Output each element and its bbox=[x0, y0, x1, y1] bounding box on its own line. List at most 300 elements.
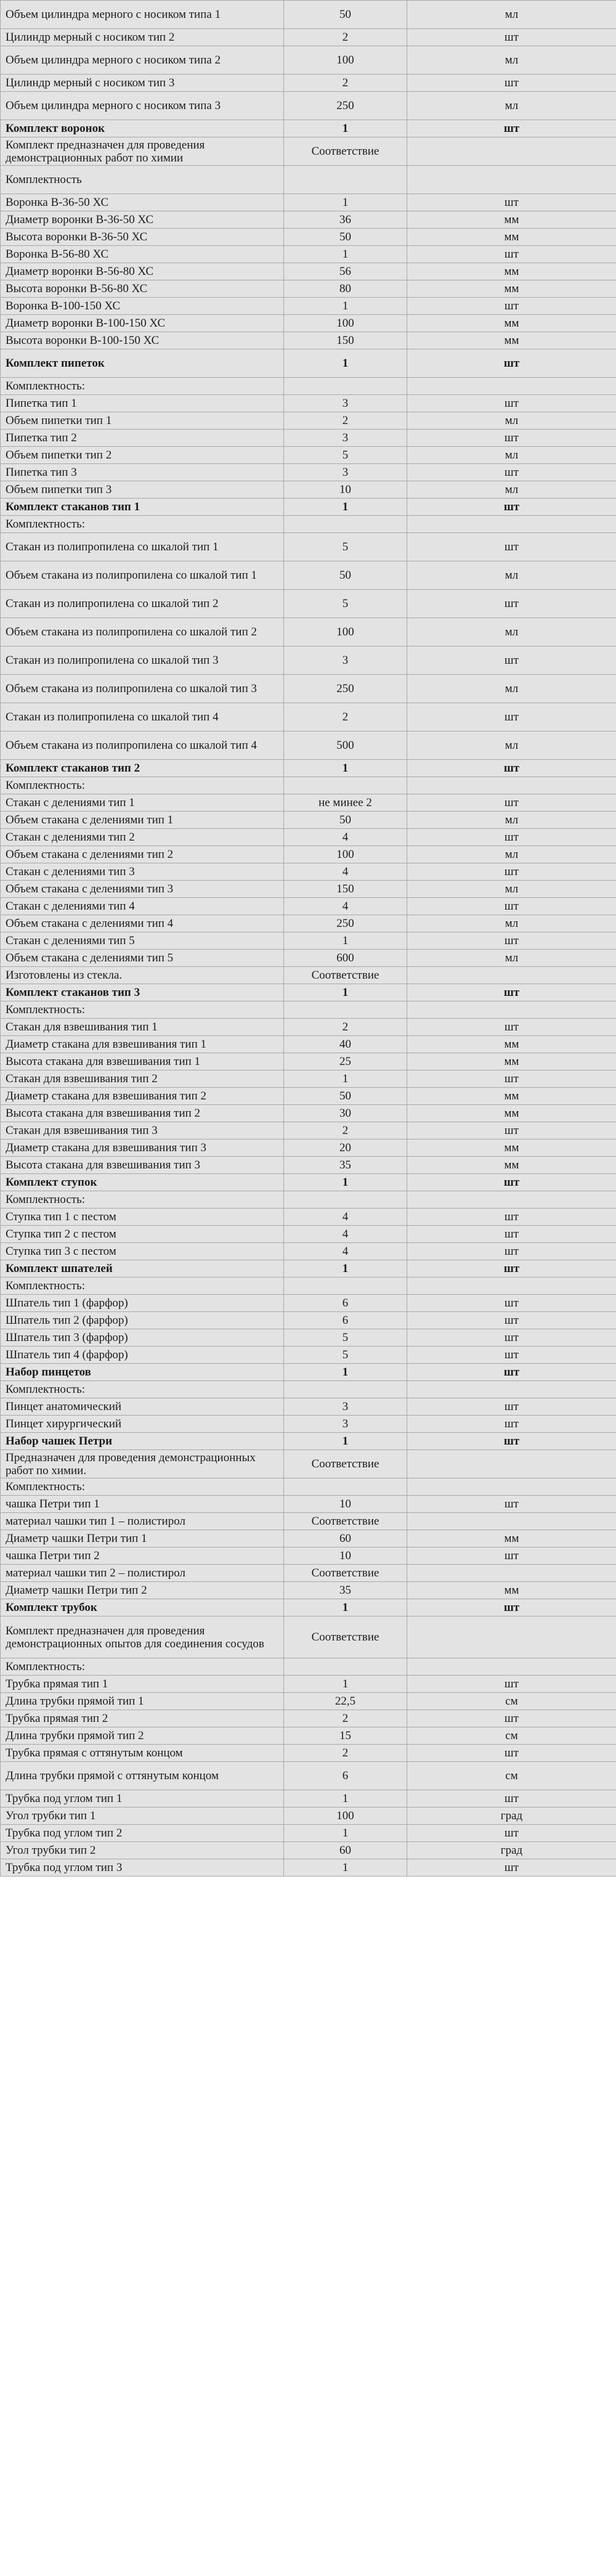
item-unit-cell: шт bbox=[407, 898, 616, 915]
table-row bbox=[1, 229, 616, 246]
item-name-cell: чашка Петри тип 1 bbox=[1, 1496, 284, 1513]
item-value-cell: 1 bbox=[284, 1174, 407, 1191]
item-unit-cell: шт bbox=[407, 1174, 616, 1191]
item-unit-cell bbox=[407, 1381, 616, 1398]
item-unit-cell: шт bbox=[407, 760, 616, 777]
item-name-cell: Шпатель тип 2 (фарфор) bbox=[1, 1312, 284, 1329]
item-name-cell: Объем стакана из полипропилена со шкалой тип 1 bbox=[1, 561, 284, 590]
item-name-cell: Стакан из полипропилена со шкалой тип 2 bbox=[1, 590, 284, 618]
item-value-cell: Соответствие bbox=[284, 137, 407, 166]
table-row bbox=[1, 732, 616, 760]
table-row bbox=[1, 92, 616, 120]
item-unit-cell: шт bbox=[407, 1710, 616, 1727]
table-row bbox=[1, 829, 616, 846]
item-unit-cell: шт bbox=[407, 703, 616, 732]
item-name-cell: Высота стакана для взвешивания тип 3 bbox=[1, 1157, 284, 1174]
item-unit-cell: мл bbox=[407, 412, 616, 430]
item-unit-cell: мл bbox=[407, 732, 616, 760]
item-value-cell bbox=[284, 1658, 407, 1676]
table-row bbox=[1, 1808, 616, 1825]
item-name-cell: Ступка тип 3 с пестом bbox=[1, 1243, 284, 1260]
section-header-row bbox=[1, 349, 616, 378]
item-name-cell: Шпатель тип 4 (фарфор) bbox=[1, 1347, 284, 1364]
item-name-cell: Комплект трубок bbox=[1, 1599, 284, 1616]
table-row bbox=[1, 675, 616, 703]
table-row bbox=[1, 1209, 616, 1226]
item-unit-cell bbox=[407, 1616, 616, 1658]
item-value-cell: 1 bbox=[284, 298, 407, 315]
table-row bbox=[1, 211, 616, 229]
item-name-cell: Стакан из полипропилена со шкалой тип 1 bbox=[1, 533, 284, 561]
item-name-cell: Угол трубки тип 1 bbox=[1, 1808, 284, 1825]
item-name-cell: Диаметр чашки Петри тип 2 bbox=[1, 1582, 284, 1599]
item-name-cell: Цилиндр мерный с носиком тип 3 bbox=[1, 75, 284, 92]
item-unit-cell: шт bbox=[407, 1329, 616, 1347]
table-row bbox=[1, 646, 616, 675]
item-unit-cell: мм bbox=[407, 1582, 616, 1599]
table-row bbox=[1, 881, 616, 898]
item-name-cell: Комплектность: bbox=[1, 516, 284, 533]
item-name-cell: материал чашки тип 1 – полистирол bbox=[1, 1513, 284, 1530]
table-row bbox=[1, 166, 616, 194]
item-name-cell: Комплектность: bbox=[1, 777, 284, 794]
item-unit-cell: шт bbox=[407, 1547, 616, 1565]
item-name-cell: Диаметр стакана для взвешивания тип 1 bbox=[1, 1036, 284, 1053]
item-value-cell: 150 bbox=[284, 881, 407, 898]
item-name-cell: Комплектность bbox=[1, 166, 284, 194]
item-name-cell: Пинцет анатомический bbox=[1, 1398, 284, 1416]
item-value-cell: 4 bbox=[284, 1209, 407, 1226]
item-name-cell: Объем пипетки тип 3 bbox=[1, 481, 284, 499]
item-value-cell: 2 bbox=[284, 75, 407, 92]
table-row bbox=[1, 1416, 616, 1433]
item-unit-cell: шт bbox=[407, 1676, 616, 1693]
item-value-cell: 1 bbox=[284, 499, 407, 516]
item-unit-cell: мл bbox=[407, 881, 616, 898]
table-row bbox=[1, 967, 616, 984]
table-row bbox=[1, 1278, 616, 1295]
item-name-cell: Комплектность: bbox=[1, 378, 284, 395]
item-name-cell: Стакан с делениями тип 3 bbox=[1, 863, 284, 881]
item-name-cell: Стакан для взвешивания тип 1 bbox=[1, 1019, 284, 1036]
table-row bbox=[1, 1139, 616, 1157]
item-value-cell: 100 bbox=[284, 846, 407, 863]
item-name-cell: Трубка под углом тип 3 bbox=[1, 1859, 284, 1877]
item-unit-cell: шт bbox=[407, 1260, 616, 1278]
item-value-cell: 4 bbox=[284, 898, 407, 915]
item-name-cell: Объем стакана из полипропилена со шкалой тип 2 bbox=[1, 618, 284, 646]
item-name-cell: Комплектность: bbox=[1, 1658, 284, 1676]
item-name-cell: Цилиндр мерный с носиком тип 2 bbox=[1, 29, 284, 46]
section-header-row bbox=[1, 760, 616, 777]
item-unit-cell: шт bbox=[407, 1790, 616, 1808]
item-unit-cell: мл bbox=[407, 1, 616, 29]
item-value-cell: 4 bbox=[284, 863, 407, 881]
item-name-cell: Высота воронки В-36-50 ХС bbox=[1, 229, 284, 246]
item-unit-cell: град bbox=[407, 1842, 616, 1859]
item-value-cell: 6 bbox=[284, 1312, 407, 1329]
item-name-cell: Объем стакана с делениями тип 5 bbox=[1, 950, 284, 967]
item-unit-cell: мм bbox=[407, 1139, 616, 1157]
item-name-cell: Диаметр чашки Петри тип 1 bbox=[1, 1530, 284, 1547]
item-name-cell: Комплектность: bbox=[1, 1478, 284, 1496]
item-unit-cell: см bbox=[407, 1727, 616, 1745]
item-value-cell: 2 bbox=[284, 703, 407, 732]
item-name-cell: Комплект стаканов тип 2 bbox=[1, 760, 284, 777]
table-row bbox=[1, 1496, 616, 1513]
table-row bbox=[1, 1513, 616, 1530]
item-unit-cell: шт bbox=[407, 75, 616, 92]
item-name-cell: Объем цилиндра мерного с носиком типа 2 bbox=[1, 46, 284, 75]
table-row bbox=[1, 1070, 616, 1088]
item-name-cell: Комплект пипеток bbox=[1, 349, 284, 378]
item-value-cell: 250 bbox=[284, 915, 407, 932]
item-name-cell: Комплект предназначен для проведения демонстрационных работ по химии bbox=[1, 137, 284, 166]
section-header-row bbox=[1, 984, 616, 1001]
item-unit-cell: шт bbox=[407, 1347, 616, 1364]
item-name-cell: Пипетка тип 3 bbox=[1, 464, 284, 481]
item-value-cell: 1 bbox=[284, 1825, 407, 1842]
table-row bbox=[1, 516, 616, 533]
item-unit-cell: шт bbox=[407, 1364, 616, 1381]
item-value-cell: 50 bbox=[284, 1088, 407, 1105]
item-unit-cell: мл bbox=[407, 846, 616, 863]
item-unit-cell: шт bbox=[407, 430, 616, 447]
item-unit-cell: шт bbox=[407, 1433, 616, 1450]
item-unit-cell: шт bbox=[407, 984, 616, 1001]
item-value-cell: 100 bbox=[284, 1808, 407, 1825]
item-value-cell bbox=[284, 516, 407, 533]
item-value-cell: Соответствие bbox=[284, 967, 407, 984]
item-value-cell: 3 bbox=[284, 430, 407, 447]
item-name-cell: Диаметр стакана для взвешивания тип 2 bbox=[1, 1088, 284, 1105]
item-name-cell: Стакан для взвешивания тип 2 bbox=[1, 1070, 284, 1088]
item-value-cell: 1 bbox=[284, 1599, 407, 1616]
item-value-cell: 1 bbox=[284, 194, 407, 211]
item-value-cell: 100 bbox=[284, 46, 407, 75]
table-row bbox=[1, 378, 616, 395]
item-name-cell: Пинцет хирургический bbox=[1, 1416, 284, 1433]
table-row bbox=[1, 812, 616, 829]
table-row bbox=[1, 1312, 616, 1329]
item-value-cell: 25 bbox=[284, 1053, 407, 1070]
item-unit-cell bbox=[407, 137, 616, 166]
item-unit-cell bbox=[407, 1278, 616, 1295]
item-value-cell: 6 bbox=[284, 1762, 407, 1790]
table-row bbox=[1, 46, 616, 75]
item-value-cell: 5 bbox=[284, 1329, 407, 1347]
item-name-cell: Воронка В-56-80 ХС bbox=[1, 246, 284, 263]
item-name-cell: Объем цилиндра мерного с носиком типа 3 bbox=[1, 92, 284, 120]
item-unit-cell: мм bbox=[407, 263, 616, 280]
table-row bbox=[1, 298, 616, 315]
table-row bbox=[1, 1478, 616, 1496]
item-value-cell: 40 bbox=[284, 1036, 407, 1053]
item-value-cell: 2 bbox=[284, 1122, 407, 1139]
item-name-cell: Шпатель тип 1 (фарфор) bbox=[1, 1295, 284, 1312]
item-unit-cell: шт bbox=[407, 1122, 616, 1139]
item-value-cell: Соответствие bbox=[284, 1565, 407, 1582]
table-row bbox=[1, 137, 616, 166]
item-unit-cell bbox=[407, 1478, 616, 1496]
item-value-cell: 3 bbox=[284, 1398, 407, 1416]
table-row bbox=[1, 1088, 616, 1105]
item-value-cell: 50 bbox=[284, 1, 407, 29]
item-value-cell: 500 bbox=[284, 732, 407, 760]
item-unit-cell: мм bbox=[407, 211, 616, 229]
item-name-cell: Высота воронки В-100-150 ХС bbox=[1, 332, 284, 349]
item-value-cell: 5 bbox=[284, 1347, 407, 1364]
table-row bbox=[1, 1295, 616, 1312]
item-name-cell: Набор чашек Петри bbox=[1, 1433, 284, 1450]
item-value-cell: 10 bbox=[284, 1547, 407, 1565]
item-value-cell: 3 bbox=[284, 395, 407, 412]
item-name-cell: Объем стакана из полипропилена со шкалой тип 4 bbox=[1, 732, 284, 760]
section-header-row bbox=[1, 1433, 616, 1450]
table-row bbox=[1, 561, 616, 590]
item-unit-cell: мм bbox=[407, 315, 616, 332]
item-name-cell: Длина трубки прямой тип 2 bbox=[1, 1727, 284, 1745]
item-unit-cell: шт bbox=[407, 1859, 616, 1877]
item-name-cell: Стакан из полипропилена со шкалой тип 3 bbox=[1, 646, 284, 675]
table-row bbox=[1, 1616, 616, 1658]
table-row bbox=[1, 1243, 616, 1260]
item-value-cell: 1 bbox=[284, 1433, 407, 1450]
table-row bbox=[1, 29, 616, 46]
item-unit-cell: шт bbox=[407, 1243, 616, 1260]
item-unit-cell: мл bbox=[407, 618, 616, 646]
item-name-cell: Объем стакана с делениями тип 3 bbox=[1, 881, 284, 898]
item-name-cell: Объем цилиндра мерного с носиком типа 1 bbox=[1, 1, 284, 29]
item-value-cell: 5 bbox=[284, 447, 407, 464]
table-row bbox=[1, 1745, 616, 1762]
table-row bbox=[1, 464, 616, 481]
item-value-cell: не минее 2 bbox=[284, 794, 407, 812]
table-row bbox=[1, 1036, 616, 1053]
table-row bbox=[1, 1381, 616, 1398]
item-unit-cell: шт bbox=[407, 1398, 616, 1416]
item-value-cell: 36 bbox=[284, 211, 407, 229]
item-value-cell: 10 bbox=[284, 481, 407, 499]
item-unit-cell: мл bbox=[407, 915, 616, 932]
item-unit-cell: шт bbox=[407, 1209, 616, 1226]
item-unit-cell: мл bbox=[407, 447, 616, 464]
item-value-cell: 250 bbox=[284, 675, 407, 703]
table-row bbox=[1, 1329, 616, 1347]
table-row bbox=[1, 332, 616, 349]
table-row bbox=[1, 395, 616, 412]
item-name-cell: Высота стакана для взвешивания тип 1 bbox=[1, 1053, 284, 1070]
item-value-cell: 1 bbox=[284, 1859, 407, 1877]
item-value-cell: 6 bbox=[284, 1295, 407, 1312]
item-unit-cell: мм bbox=[407, 1530, 616, 1547]
item-name-cell: Комплект стаканов тип 1 bbox=[1, 499, 284, 516]
item-name-cell: Трубка под углом тип 1 bbox=[1, 1790, 284, 1808]
table-row bbox=[1, 533, 616, 561]
item-value-cell: 1 bbox=[284, 1260, 407, 1278]
item-name-cell: Объем пипетки тип 2 bbox=[1, 447, 284, 464]
item-value-cell: 600 bbox=[284, 950, 407, 967]
section-header-row bbox=[1, 1599, 616, 1616]
table-row bbox=[1, 1450, 616, 1478]
item-value-cell: 10 bbox=[284, 1496, 407, 1513]
item-value-cell: 50 bbox=[284, 229, 407, 246]
item-value-cell: 2 bbox=[284, 1019, 407, 1036]
table-row bbox=[1, 1122, 616, 1139]
item-unit-cell bbox=[407, 1191, 616, 1209]
item-unit-cell: мм bbox=[407, 1157, 616, 1174]
item-unit-cell: шт bbox=[407, 395, 616, 412]
table-row bbox=[1, 1191, 616, 1209]
item-value-cell bbox=[284, 1478, 407, 1496]
item-value-cell: Соответствие bbox=[284, 1450, 407, 1478]
item-name-cell: Ступка тип 2 с пестом bbox=[1, 1226, 284, 1243]
item-name-cell: Набор пинцетов bbox=[1, 1364, 284, 1381]
item-unit-cell: см bbox=[407, 1693, 616, 1710]
item-unit-cell: см bbox=[407, 1762, 616, 1790]
item-unit-cell bbox=[407, 1513, 616, 1530]
item-value-cell: 4 bbox=[284, 1226, 407, 1243]
table-row bbox=[1, 777, 616, 794]
table-row bbox=[1, 846, 616, 863]
item-value-cell: 30 bbox=[284, 1105, 407, 1122]
item-value-cell: 1 bbox=[284, 349, 407, 378]
table-row bbox=[1, 1398, 616, 1416]
table-row bbox=[1, 1530, 616, 1547]
item-unit-cell: мл bbox=[407, 46, 616, 75]
item-unit-cell: мл bbox=[407, 950, 616, 967]
item-value-cell bbox=[284, 1191, 407, 1209]
item-value-cell: 5 bbox=[284, 533, 407, 561]
section-header-row bbox=[1, 499, 616, 516]
table-row bbox=[1, 1053, 616, 1070]
table-row bbox=[1, 263, 616, 280]
item-value-cell: 1 bbox=[284, 1790, 407, 1808]
item-unit-cell: шт bbox=[407, 1416, 616, 1433]
table-row bbox=[1, 481, 616, 499]
table-row bbox=[1, 412, 616, 430]
item-name-cell: Пипетка тип 2 bbox=[1, 430, 284, 447]
item-unit-cell: шт bbox=[407, 1496, 616, 1513]
item-value-cell: 100 bbox=[284, 315, 407, 332]
item-name-cell: Объем стакана с делениями тип 1 bbox=[1, 812, 284, 829]
item-value-cell: 1 bbox=[284, 246, 407, 263]
table-row bbox=[1, 75, 616, 92]
item-name-cell: Предназначен для проведения демонстрационных работ по химии. bbox=[1, 1450, 284, 1478]
item-name-cell: Диаметр воронки В-56-80 ХС bbox=[1, 263, 284, 280]
item-value-cell: 80 bbox=[284, 280, 407, 298]
item-name-cell: Высота стакана для взвешивания тип 2 bbox=[1, 1105, 284, 1122]
item-value-cell: 1 bbox=[284, 1676, 407, 1693]
item-name-cell: Воронка В-100-150 ХС bbox=[1, 298, 284, 315]
table-row bbox=[1, 1001, 616, 1019]
item-unit-cell: шт bbox=[407, 1599, 616, 1616]
item-unit-cell bbox=[407, 967, 616, 984]
item-name-cell: Объем пипетки тип 1 bbox=[1, 412, 284, 430]
table-row bbox=[1, 1547, 616, 1565]
item-name-cell: Диаметр воронки В-100-150 ХС bbox=[1, 315, 284, 332]
item-value-cell: Соответствие bbox=[284, 1616, 407, 1658]
item-value-cell bbox=[284, 777, 407, 794]
item-unit-cell: шт bbox=[407, 829, 616, 846]
item-name-cell: Воронка В-36-50 ХС bbox=[1, 194, 284, 211]
table-row bbox=[1, 1790, 616, 1808]
item-value-cell: 2 bbox=[284, 1710, 407, 1727]
table-row bbox=[1, 1693, 616, 1710]
item-unit-cell bbox=[407, 516, 616, 533]
item-value-cell: 1 bbox=[284, 1364, 407, 1381]
item-value-cell bbox=[284, 1381, 407, 1398]
table-row bbox=[1, 1658, 616, 1676]
table-row bbox=[1, 1226, 616, 1243]
item-unit-cell bbox=[407, 1001, 616, 1019]
table-row bbox=[1, 932, 616, 950]
table-row bbox=[1, 1762, 616, 1790]
specification-table-body bbox=[1, 1, 616, 1877]
table-row bbox=[1, 1710, 616, 1727]
item-unit-cell: шт bbox=[407, 1825, 616, 1842]
item-unit-cell: шт bbox=[407, 794, 616, 812]
item-name-cell: Объем стакана с делениями тип 2 bbox=[1, 846, 284, 863]
item-name-cell: Стакан для взвешивания тип 3 bbox=[1, 1122, 284, 1139]
table-row bbox=[1, 447, 616, 464]
table-row bbox=[1, 1842, 616, 1859]
item-unit-cell: мм bbox=[407, 229, 616, 246]
table-row bbox=[1, 194, 616, 211]
item-value-cell: 20 bbox=[284, 1139, 407, 1157]
item-name-cell: Объем стакана с делениями тип 4 bbox=[1, 915, 284, 932]
item-unit-cell: шт bbox=[407, 1070, 616, 1088]
item-value-cell: 22,5 bbox=[284, 1693, 407, 1710]
item-name-cell: Комплектность: bbox=[1, 1191, 284, 1209]
table-row bbox=[1, 1347, 616, 1364]
item-name-cell: Трубка под углом тип 2 bbox=[1, 1825, 284, 1842]
item-name-cell: Объем стакана из полипропилена со шкалой тип 3 bbox=[1, 675, 284, 703]
item-name-cell: материал чашки тип 2 – полистирол bbox=[1, 1565, 284, 1582]
table-row bbox=[1, 590, 616, 618]
item-name-cell: Ступка тип 1 с пестом bbox=[1, 1209, 284, 1226]
item-value-cell: 60 bbox=[284, 1842, 407, 1859]
table-row bbox=[1, 315, 616, 332]
item-unit-cell: мл bbox=[407, 92, 616, 120]
item-name-cell: Высота воронки В-56-80 ХС bbox=[1, 280, 284, 298]
item-name-cell: Стакан с делениями тип 2 bbox=[1, 829, 284, 846]
table-row bbox=[1, 1859, 616, 1877]
item-value-cell: 50 bbox=[284, 561, 407, 590]
item-name-cell: Диаметр воронки В-36-50 ХС bbox=[1, 211, 284, 229]
item-unit-cell: шт bbox=[407, 590, 616, 618]
item-value-cell: 35 bbox=[284, 1157, 407, 1174]
item-value-cell: 1 bbox=[284, 932, 407, 950]
item-value-cell: 5 bbox=[284, 590, 407, 618]
item-unit-cell: шт bbox=[407, 1745, 616, 1762]
item-value-cell: 2 bbox=[284, 29, 407, 46]
item-unit-cell: мм bbox=[407, 1105, 616, 1122]
section-header-row bbox=[1, 1364, 616, 1381]
item-unit-cell: мл bbox=[407, 675, 616, 703]
item-value-cell: 2 bbox=[284, 412, 407, 430]
item-value-cell: 4 bbox=[284, 1243, 407, 1260]
item-unit-cell bbox=[407, 1658, 616, 1676]
item-value-cell: 15 bbox=[284, 1727, 407, 1745]
item-value-cell: 3 bbox=[284, 1416, 407, 1433]
item-name-cell: Стакан с делениями тип 5 bbox=[1, 932, 284, 950]
item-name-cell: Стакан из полипропилена со шкалой тип 4 bbox=[1, 703, 284, 732]
item-name-cell: Пипетка тип 1 bbox=[1, 395, 284, 412]
table-row bbox=[1, 246, 616, 263]
item-unit-cell: шт bbox=[407, 29, 616, 46]
item-name-cell: Комплект предназначен для проведения демонстрационных опытов для соединения сосудов bbox=[1, 1616, 284, 1658]
